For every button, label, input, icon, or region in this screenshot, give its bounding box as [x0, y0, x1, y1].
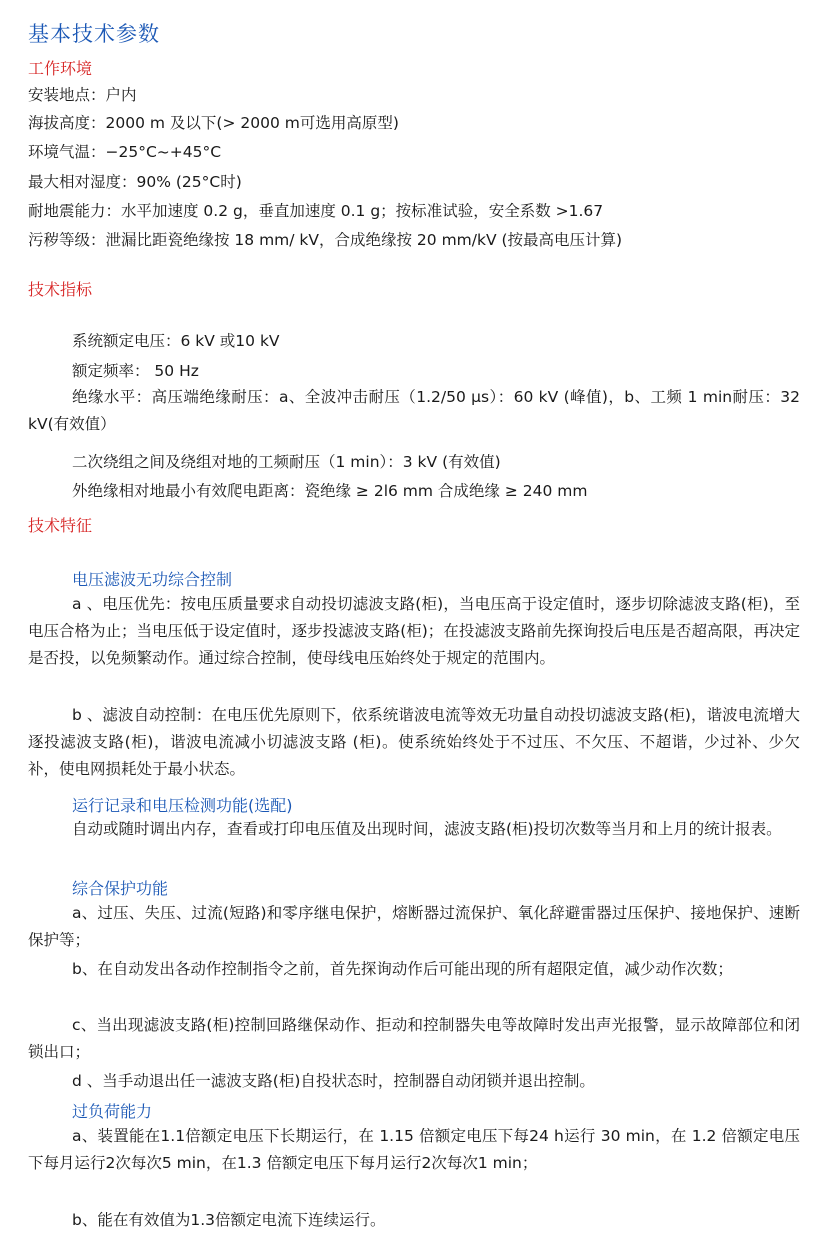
- env-heading: 工作环境: [28, 59, 93, 78]
- spec-line: 外绝缘相对地最小有效爬电距离：瓷绝缘 ≥ 2l6 mm 合成绝缘 ≥ 240 mm: [72, 482, 588, 500]
- spec-line: 额定频率： 50 Hz: [72, 362, 199, 380]
- env-line: 海拔高度：2000 m 及以下(> 2000 m可选用高原型): [28, 114, 399, 132]
- voltage-control-b: b 、滤波自动控制：在电压优先原则下，依系统谐波电流等效无功量自动投切滤波支路(柜)，谐波电流增大逐投滤波支路(柜)，谐波电流减小切滤波支路 (柜)。使系统始终处于不过压、不欠压、不超谐，少过补、少欠补，使电网损耗处于最小状态。: [28, 706, 800, 778]
- voltage-control-title: 电压滤波无功综合控制: [72, 570, 233, 589]
- env-line: 耐地震能力：水平加速度 0.2 g，垂直加速度 0.1 g；按标准试验，安全系数 >1.67: [28, 202, 604, 220]
- protection-c: c、当出现滤波支路(柜)控制回路继保动作、拒动和控制器失电等故障时发出声光报警，显示故障部位和闭锁出口；: [28, 1016, 800, 1061]
- overload-a: a、装置能在1.1倍额定电压下长期运行，在 1.15 倍额定电压下每24 h运行 30 min，在 1.2 倍额定电压下每月运行2次每次5 min，在1.3 倍额定电压下每月运行2次每次1 min；: [28, 1127, 800, 1172]
- env-line: 污秽等级：泄漏比距瓷绝缘按 18 mm/ kV，合成绝缘按 20 mm/kV (按最高电压计算): [28, 231, 623, 249]
- voltage-control-a: a 、电压优先：按电压质量要求自动投切滤波支路(柜)，当电压高于设定值时，逐步切除滤波支路(柜)，至电压合格为止；当电压低于设定值时，逐步投滤波支路(柜)；在投滤波支路前先探询投后电压是否超高限，再决定是否投，以免频繁动作。通过综合控制，使母线电压始终处于规定的范围内。: [28, 595, 800, 667]
- recording-text: 自动或随时调出内存，查看或打印电压值及出现时间，滤波支路(柜)投切次数等当月和上月的统计报表。: [72, 820, 782, 838]
- recording-title: 运行记录和电压检测功能(选配): [72, 796, 293, 815]
- protection-b: b、在自动发出各动作控制指令之前，首先探询动作后可能出现的所有超限定值，减少动作次数；: [72, 960, 733, 978]
- env-line: 环境气温：−25°C~+45°C: [28, 143, 222, 161]
- overload-title: 过负荷能力: [72, 1102, 153, 1121]
- env-line: 最大相对湿度：90% (25°C时): [28, 173, 242, 191]
- protection-a: a、过压、失压、过流(短路)和零序继电保护，熔断器过流保护、氧化辞避雷器过压保护、接地保护、速断保护等；: [28, 904, 800, 949]
- page-title: 基本技术参数: [28, 22, 160, 46]
- spec-insulation: 绝缘水平：高压端绝缘耐压：a、全波冲击耐压（1.2/50 μs）：60 kV (峰值)，b、工频 1 min耐压：32 kV(有效值）: [28, 388, 800, 433]
- protection-d: d 、当手动退出任一滤波支路(柜)自投状态时，控制器自动闭锁并退出控制。: [72, 1072, 595, 1090]
- spec-line: 系统额定电压：6 kV 或10 kV: [72, 332, 280, 350]
- features-heading: 技术特征: [28, 516, 93, 535]
- specs-heading: 技术指标: [28, 280, 93, 299]
- env-line: 安装地点：户内: [28, 86, 137, 104]
- spec-line: 二次绕组之间及绕组对地的工频耐压（1 min）：3 kV (有效值): [72, 453, 501, 471]
- protection-title: 综合保护功能: [72, 879, 169, 898]
- overload-b: b、能在有效值为1.3倍额定电流下连续运行。: [72, 1211, 386, 1229]
